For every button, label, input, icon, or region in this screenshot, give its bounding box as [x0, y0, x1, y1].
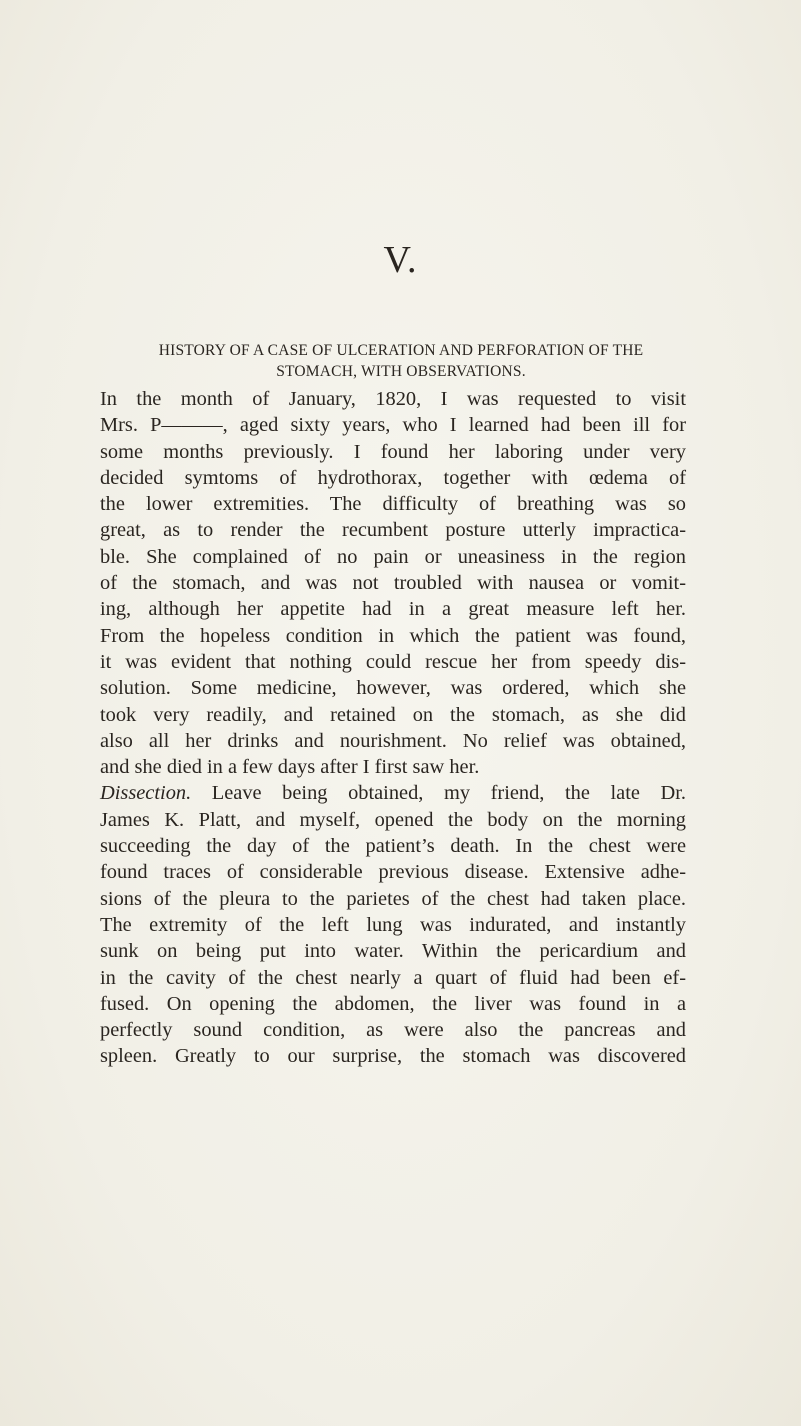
- text-line: perfectly sound condition, as were also the pancreas and: [100, 1019, 686, 1042]
- text-line: succeeding the day of the patient’s death. In the chest were: [100, 835, 686, 858]
- text-line: sunk on being put into water. Within the pericardium and: [100, 940, 686, 963]
- text-line: some months previously. I found her laboring under very: [100, 440, 686, 463]
- chapter-number: V.: [383, 239, 418, 281]
- body-text: [100, 386, 686, 1070]
- text-line: of the stomach, and was not troubled with nausea or vomit-: [100, 572, 686, 595]
- text-line: sions of the pleura to the parietes of the chest had taken place.: [100, 887, 686, 910]
- text-line: ble. She complained of no pain or uneasiness in the region: [100, 545, 686, 568]
- chapter-heading-line-2: STOMACH, WITH OBSERVATIONS.: [276, 363, 526, 380]
- dissection-label: Dissection.: [100, 782, 192, 805]
- text-line: James K. Platt, and myself, opened the body on the morning: [100, 808, 686, 831]
- text-line-content: Leave being obtained, my friend, the late Dr.: [211, 782, 686, 805]
- text-line: [100, 386, 686, 412]
- text-line: spleen. Greatly to our surprise, the stomach was discovered: [100, 1045, 686, 1068]
- text-line: in the cavity of the chest nearly a quart of fluid had been ef-: [100, 966, 686, 989]
- text-line: found traces of considerable previous disease. Extensive adhe-: [100, 861, 686, 884]
- chapter-heading: [100, 340, 702, 382]
- text-line: the lower extremities. The difficulty of breathing was so: [100, 493, 686, 516]
- text-line-content: In the month of January, 1820, I was requested to visit: [100, 388, 686, 410]
- text-line: Mrs. P———, aged sixty years, who I learned had been ill for: [100, 414, 686, 437]
- text-line: it was evident that nothing could rescue her from speedy dis-: [100, 650, 686, 673]
- text-line: took very readily, and retained on the stomach, as she did: [100, 703, 686, 726]
- text-line: and she died in a few days after I first saw her.: [100, 756, 480, 779]
- text-line: also all her drinks and nourishment. No relief was obtained,: [100, 729, 686, 752]
- text-line: great, as to render the recumbent posture utterly impractica-: [100, 519, 686, 542]
- text-line: The extremity of the left lung was indurated, and instantly: [100, 913, 686, 936]
- text-line: ing, although her appetite had in a great measure left her.: [100, 598, 686, 621]
- text-line-dissection: [100, 780, 686, 806]
- text-line: solution. Some medicine, however, was ordered, which she: [100, 677, 686, 700]
- chapter-heading-line-1: HISTORY OF A CASE OF ULCERATION AND PERFORATION OF THE: [158, 342, 644, 359]
- text-line: fused. On opening the abdomen, the liver was found in a: [100, 992, 686, 1015]
- text-line: From the hopeless condition in which the patient was found,: [100, 624, 686, 647]
- text-line: decided symtoms of hydrothorax, together with œdema of: [100, 466, 686, 489]
